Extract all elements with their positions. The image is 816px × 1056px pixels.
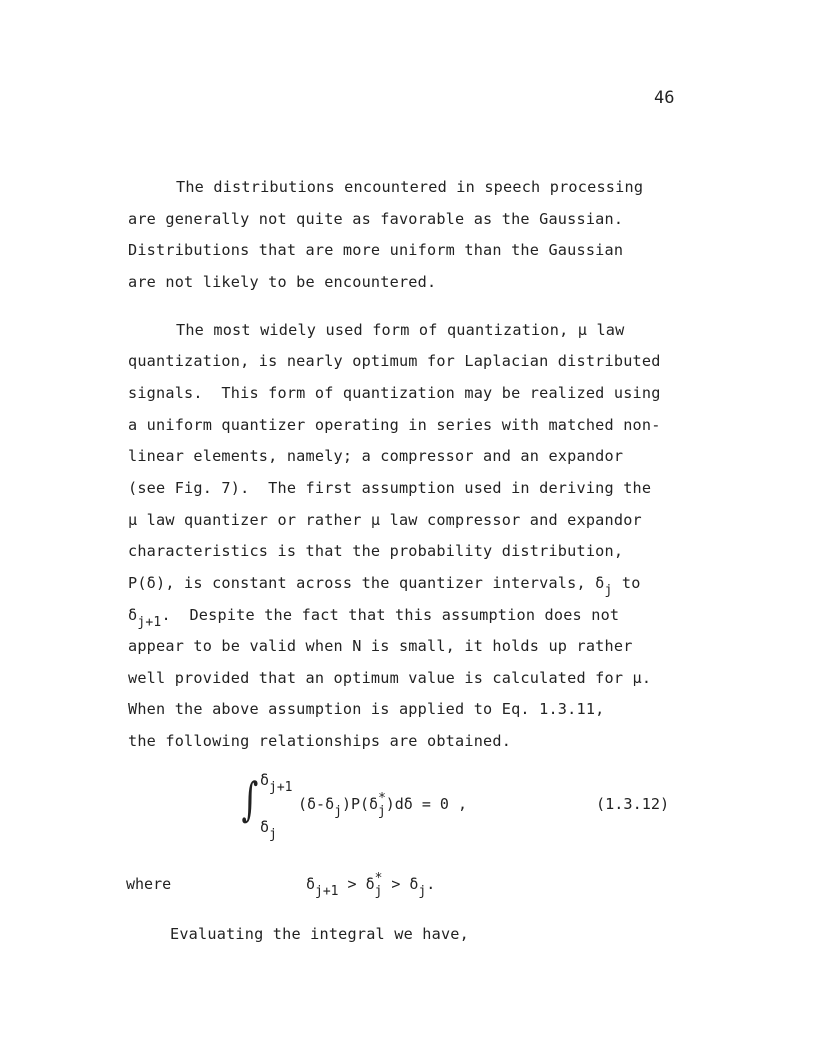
text-line: The distributions encountered in speech processing — [176, 178, 644, 196]
text-line — [128, 606, 620, 630]
equation-number: (1.3.12) — [596, 795, 670, 813]
subscript: j+1 — [137, 615, 162, 630]
text-line: characteristics is that the probability distribution, — [128, 542, 624, 560]
text-line: appear to be valid when N is small, it holds up rather — [128, 637, 633, 655]
subscript: j — [604, 583, 613, 598]
text-segment: . Despite the fact that this assumption does not — [161, 606, 620, 624]
text-line: are not likely to be encountered. — [128, 273, 437, 291]
integrand: (δ-δj)P(δ*j)dδ = 0 , — [298, 791, 468, 819]
text-segment: P(δ), is constant across the quantizer intervals, δ — [128, 574, 605, 592]
text-line: The most widely used form of quantization, μ law — [176, 321, 625, 339]
text-line: (see Fig. 7). The first assumption used in deriving the — [128, 479, 652, 497]
text-line: signals. This form of quantization may be realized using — [128, 384, 661, 402]
text-line: are generally not quite as favorable as the Gaussian. — [128, 210, 624, 228]
text-line: μ law quantizer or rather μ law compressor and expandor — [128, 511, 642, 529]
text-line: Distributions that are more uniform than the Gaussian — [128, 241, 624, 259]
lower-limit: δj — [260, 818, 277, 842]
integral-sign: ∫ — [241, 772, 259, 826]
text-line: quantization, is nearly optimum for Laplacian distributed — [128, 352, 661, 370]
text-line: Evaluating the integral we have, — [170, 925, 469, 943]
text-line: the following relationships are obtained. — [128, 732, 512, 750]
inequality: δj+1 > δ*j > δj. — [306, 871, 436, 899]
text-segment: to — [621, 574, 641, 592]
page-number: 46 — [654, 88, 675, 108]
text-line: linear elements, namely; a compressor and an expandor — [128, 447, 624, 465]
text-line: a uniform quantizer operating in series with matched non- — [128, 416, 661, 434]
where-label: where — [126, 875, 172, 893]
text-line — [128, 574, 641, 598]
text-segment: δ — [128, 606, 138, 624]
upper-limit: δj+1 — [260, 771, 293, 795]
text-line: When the above assumption is applied to Eq. 1.3.11, — [128, 700, 605, 718]
text-line: well provided that an optimum value is calculated for μ. — [128, 669, 652, 687]
